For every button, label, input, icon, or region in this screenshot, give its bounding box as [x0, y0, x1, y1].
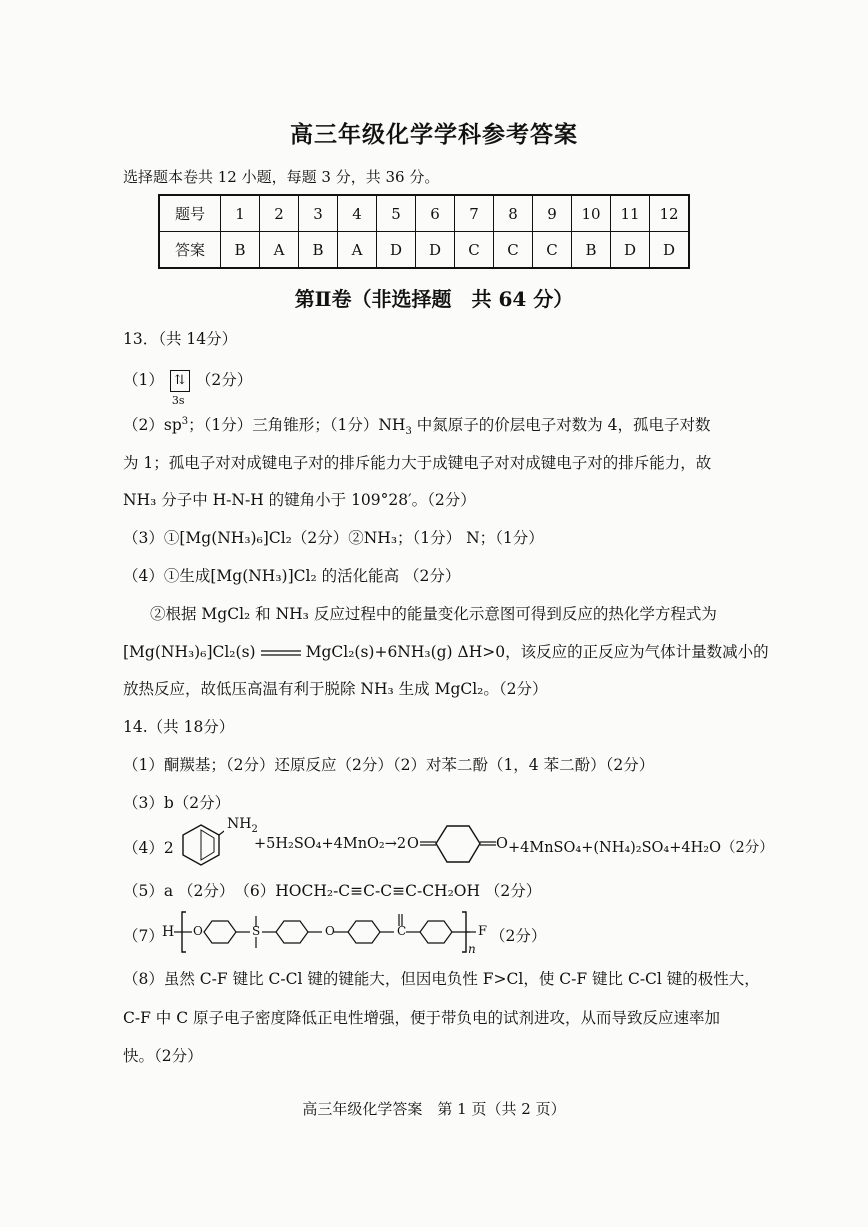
amine-nh: NH	[227, 816, 252, 832]
cyclohexanedione-ring-icon	[420, 822, 496, 868]
table-cell: 8	[494, 195, 533, 232]
q14-part5-6: （5）a （2分） （6）HOCH₂-C≡C-C≡C-CH₂OH （2分）	[123, 882, 542, 900]
polymer-c: C	[397, 924, 407, 938]
table-cell: D	[611, 232, 650, 269]
table-header-cell: 题号	[159, 195, 221, 232]
table-cell: B	[572, 232, 611, 269]
q13-p2-d: 中氮原子的价层电子对数为 4，孤电子对数	[411, 416, 711, 434]
q13-part2-line1	[123, 413, 711, 437]
table-cell: C	[494, 232, 533, 269]
table-row-numbers	[159, 195, 689, 232]
orbital-label: 3s	[171, 394, 185, 407]
polymer-o1: O	[193, 924, 203, 938]
q14-p7-score: （2分）	[490, 927, 547, 945]
quinone-o-right: O	[496, 836, 508, 852]
orbital-arrows-icon: ⇅	[170, 370, 190, 392]
q14-p4-prefix: （4）2	[123, 839, 174, 857]
polymer-n: n	[468, 942, 476, 956]
q14-header: 14.（共 18分）	[123, 718, 235, 736]
q13-part1	[123, 368, 253, 407]
polymer-o2: O	[325, 924, 335, 938]
q14-part1-2: （1）酮羰基；（2分）还原反应（2分）（2）对苯二酚（1，4 苯二酚）（2分）	[123, 756, 655, 774]
q13-part2-line3: NH₃ 分子中 H-N-H 的键角小于 109°28′。（2分）	[123, 491, 476, 509]
q14-part8-line3: 快。（2分）	[123, 1047, 203, 1065]
table-cell: 1	[221, 195, 260, 232]
choice-intro: 选择题本卷共 12 小题，每题 3 分，共 36 分。	[123, 168, 440, 186]
q13-p2-sub: 3	[405, 426, 412, 438]
quinone-o-left: O	[407, 836, 419, 852]
table-cell: 5	[377, 195, 416, 232]
polymer-s: S	[252, 924, 261, 938]
q14-p4-mid: +5H₂SO₄+4MnO₂→2	[254, 836, 407, 852]
q13-p2-b: ；（1分）三角锥形；（1分）NH	[188, 416, 406, 434]
q14-part8-line2: C-F 中 C 原子电子密度降低正电性增强，便于带负电的试剂进攻，从而导致反应速率加	[123, 1009, 720, 1027]
table-cell: D	[416, 232, 455, 269]
q13-p2-a: （2）sp	[123, 416, 182, 434]
q13-part4-line2: ②根据 MgCl₂ 和 NH₃ 反应过程中的能量变化示意图可得到反应的热化学方程式为	[150, 605, 717, 623]
table-cell: 9	[533, 195, 572, 232]
table-cell: 4	[338, 195, 377, 232]
q14-p4-tail: +4MnSO₄+(NH₄)₂SO₄+4H₂O（2分）	[508, 840, 774, 856]
table-cell: B	[221, 232, 260, 269]
equilibrium-arrow-icon	[259, 648, 303, 658]
polymer-h: H	[162, 924, 175, 940]
table-header-cell: 答案	[159, 232, 221, 269]
q13-part3: （3）①[Mg(NH₃)₆]Cl₂（2分）②NH₃；（1分） N；（1分）	[123, 529, 544, 547]
q13-part4-line4: 放热反应，故低压高温有利于脱除 NH₃ 生成 MgCl₂。（2分）	[123, 680, 548, 698]
aniline-ring-icon	[178, 822, 224, 868]
answer-table	[158, 194, 690, 269]
page-title: 高三年级化学学科参考答案	[290, 121, 578, 148]
q13-p2-sup: 3	[181, 415, 189, 427]
q14-part8-line1: （8）虽然 C-F 键比 C-Cl 键的键能大，但因电负性 F>Cl，使 C-F 键比 C-Cl 键的极性大，	[123, 970, 760, 988]
q14-p7-prefix: （7）	[123, 927, 164, 945]
table-row-answers	[159, 232, 689, 269]
table-cell: 6	[416, 195, 455, 232]
table-cell: D	[650, 232, 690, 269]
table-cell: D	[377, 232, 416, 269]
amine-sub: 2	[251, 823, 258, 835]
q14-part3: （3）b（2分）	[123, 794, 231, 812]
q13-part4-line1: （4）①生成[Mg(NH₃)]Cl₂ 的活化能高 （2分）	[123, 567, 461, 585]
equation-right: MgCl₂(s)+6NH₃(g) ΔH>0，该反应的正反应为气体计量数减小的	[305, 643, 769, 661]
orbital-box	[170, 370, 190, 407]
table-cell: 2	[260, 195, 299, 232]
q13-p1-score: （2分）	[195, 371, 253, 389]
table-cell: 7	[455, 195, 494, 232]
q13-part4-line3	[123, 640, 769, 662]
table-cell: 12	[650, 195, 690, 232]
table-cell: A	[260, 232, 299, 269]
table-cell: 3	[299, 195, 338, 232]
table-cell: 11	[611, 195, 650, 232]
table-cell: 10	[572, 195, 611, 232]
table-cell: C	[455, 232, 494, 269]
q13-p1-prefix: （1）	[123, 371, 164, 389]
q13-header: 13．（共 14分）	[123, 330, 238, 348]
amine-group	[227, 816, 258, 835]
equation-left: [Mg(NH₃)₆]Cl₂(s)	[123, 643, 256, 661]
table-cell: B	[299, 232, 338, 269]
table-cell: A	[338, 232, 377, 269]
polymer-f: F	[478, 924, 488, 939]
q13-part2-line2: 为 1；孤电子对对成键电子对的排斥能力大于成键电子对对成键电子对的排斥能力，故	[123, 454, 712, 472]
section2-title: 第Ⅱ卷（非选择题 共 64 分）	[294, 287, 574, 311]
page-footer: 高三年级化学答案 第 1 页（共 2 页）	[302, 1100, 566, 1118]
table-cell: C	[533, 232, 572, 269]
